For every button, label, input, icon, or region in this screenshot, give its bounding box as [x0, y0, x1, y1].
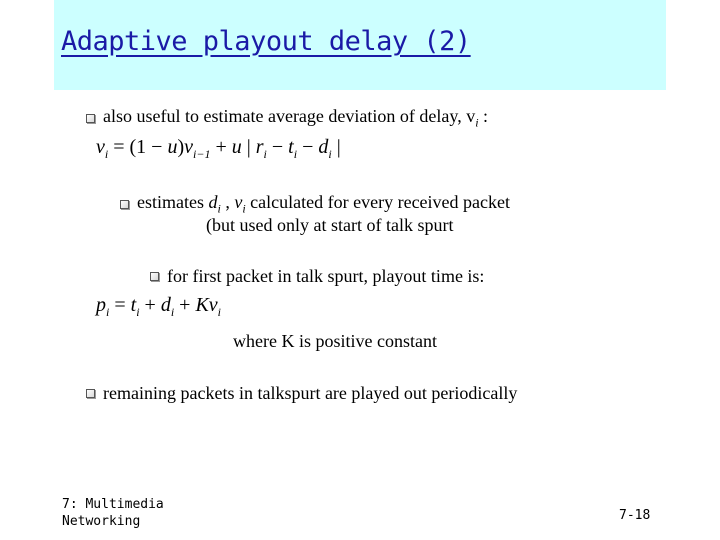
footer-chapter-line-2: Networking — [62, 514, 141, 529]
bullet-text: also useful to estimate average deviation of delay, $v_i$ : — [103, 106, 489, 130]
bullet-estimates — [120, 192, 510, 217]
constant-note: where K is positive constant — [233, 331, 437, 351]
bullet-remaining-packets — [86, 383, 517, 404]
bullet-text: estimates $d_i$ , $v_i$ calculated for every received packet — [137, 192, 511, 216]
footer-chapter — [62, 496, 164, 530]
square-bullet-icon — [150, 272, 159, 281]
bullet-average-deviation — [86, 106, 488, 131]
page-number: 7-18 — [619, 508, 651, 523]
footer-chapter-line-1: 7: Multimedia — [62, 497, 164, 512]
equation-playout-time: $p_i = t_i + d_i + Kv_i$ — [96, 294, 222, 319]
square-bullet-icon — [86, 389, 95, 398]
bullet-first-packet — [150, 266, 484, 287]
bullet-text: for first packet in talk spurt, playout time is: — [167, 266, 485, 286]
square-bullet-icon — [86, 114, 95, 123]
bullet-estimates-continuation: (but used only at start of talk spurt — [206, 215, 454, 235]
equation-deviation: $v_i = (1 - u)v_{i-1} + u$ | $r_i - t_i - d_i$ | — [96, 136, 341, 161]
slide-title: Adaptive playout delay (2) — [61, 26, 471, 57]
bullet-text: remaining packets in talkspurt are played out periodically — [103, 383, 518, 403]
square-bullet-icon — [120, 200, 129, 209]
